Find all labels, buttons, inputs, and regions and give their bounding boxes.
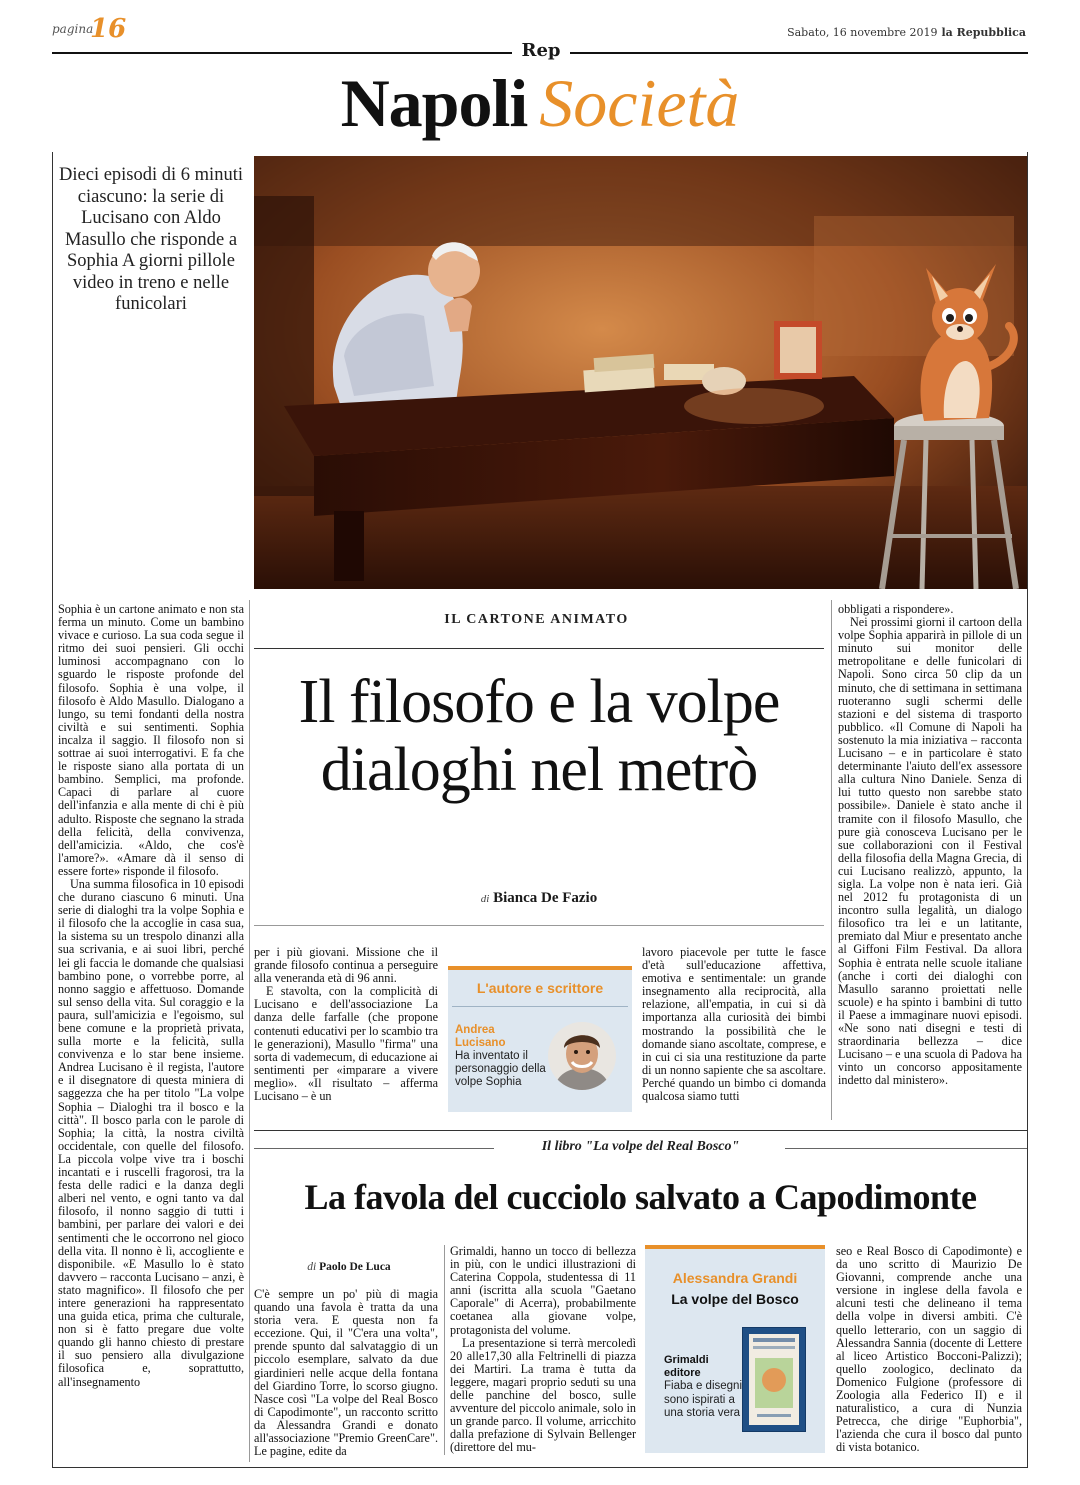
- philosopher-and-fox-illustration: [254, 156, 1027, 589]
- book-section-rule: [254, 1130, 1027, 1131]
- main-kicker: IL CARTONE ANIMATO: [444, 612, 629, 627]
- main-article-column-1: [58, 603, 244, 1389]
- author-last-name: Lucisano: [455, 1037, 506, 1049]
- book-box-description: Fiaba e disegni sono ispirati a una storia vera: [664, 1380, 742, 1419]
- book-col2-paragraph-1: Grimaldi, hanno un tocco di bellezza in più, con le undici illustrazioni di Caterina Coppola, studentessa di 11 anni (iscritta alla scuola "Gaetano Caporale" di Acerra), probabilmente coetanea alla giovane volpe, protagonista del volume.: [450, 1244, 636, 1337]
- book-box-title: La volpe del Bosco: [671, 1291, 799, 1307]
- main-col2-paragraph-2: E stavolta, con la complicità di Lucisano e dell'associazione La danza delle farfalle (che propone contenuti educativi per lo scambio tra le generazioni), Masullo "firma" una sorta di vademecum, di educazione ai sentimenti per «imparare a vivere meglio». «Il risultato – afferma Lucisano – è un: [254, 984, 438, 1104]
- main-col4-paragraph-1: obbligati a rispondere».: [838, 602, 954, 616]
- byline-rule: [254, 925, 824, 926]
- main-article-column-2: [254, 946, 438, 1103]
- byline-author: Bianca De Fazio: [493, 890, 598, 906]
- main-article-column-4: [838, 603, 1022, 1087]
- article-photo: [254, 156, 1027, 589]
- main-col2-paragraph-1: per i più giovani. Missione che il grande filosofo continua a perseguire alla veneranda età di 96 anni.: [254, 945, 438, 986]
- main-col4-paragraph-2: Nei prossimi giorni il cartoon della volpe Sophia apparirà in pillole di un minuto sui monitor delle metropolitane e delle funicolari di Napoli. Sono circa 50 clip da un minuto, che di settimana in settimana ruoteranno sugli schermi delle stazioni e del sistema di trasporto pubblico. «Il Comune di Napoli ha sostenuto la mia iniziativa – racconta Lucisano – e in particolare è stato determinante l'aiuto dell'ex assessore alla cultura Nino Daniele. Senza di lui tutto questo non sarebbe stato possibile». Daniele è stato anche il tramite con il filosofo Masullo, che pure già conosceva Lucisano per le sue collaborazioni con il Festival della filosofia della Magna Grecia, di cui Lucisano realizzò, appunto, la sigla. La volpe non è nata ieri. Già nel 2012 fu protagonista di un incontro sulla legalità, un dialogo filosofico tra lei e un latitante, premiato dal Miur e presentato anche al Giffoni Film Festival. Da allora Sophia è entrata nelle scuole italiane (anche i corti dei dialoghi con Masullo saranno proiettati nelle scuole) e ha spinto i bambini di tutto il Paese a immaginare nuovi episodi. «Ne sono nati disegni e testi di straordinaria bellezza – dice Lucisano – e una scuola di Padova ha vinto un concorso appositamente indetto dal ministero».: [838, 615, 1022, 1088]
- author-name: [455, 1024, 545, 1050]
- author-box-accent-bar: [448, 966, 632, 970]
- author-description: Ha inventato il personaggio della volpe Sophia: [455, 1050, 546, 1088]
- main-col1-paragraph-1: Sophia è un cartone animato e non sta ferma un minuto. Come un bambino vivace e curioso. La sua coda segue il ritmo dei suoi pensieri. Gli occhi luminosi accompagnano con lo sguardo le risposte profonde del filosofo. Sophia è una volpe, il filosofo è Aldo Masullo. Dialogano a lungo, su temi fondanti della nostra civiltà e sui sentimenti. Sophia incalza il saggio. Il filosofo non si sottrae ai suoi interrogativi. E fa che le risposte siano alla portata di un bambino. Semplici, ma profonde. Capaci di parlare al cuore dell'infanzia e alla mente di chi è più adulto. Risposte che segnano la strada della felicità, della convivenza, dell'amicizia. «Aldo, che cos'è l'amore?». «Amare dà il senso di essere forte» risponde il filosofo.: [58, 602, 244, 878]
- book-byline-prefix: di: [307, 1261, 317, 1273]
- book-article-column-1: [254, 1288, 438, 1458]
- main-col1-paragraph-2: Una summa filosofica in 10 episodi che durano ciascuno 6 minuti. Una serie di dialoghi tra la volpe Sophia e il filosofo che la accoglie in casa sua, la sistema su un trespolo dinanzi alla sua scrivania, e ai suoi libri, perché lei gli faccia le domande che qualsiasi bambino pone, o vorrebbe porre, al nonno saggio e affettuoso. Domande sul senso della vita. Sul coraggio e la paura, sull'amicizia e l'egoismo, sul bene comune e la proprietà privata, sulla morte e la felicità, sulla convivenza e lo star bene insieme. Andrea Lucisano è il regista, l'autore e il disegnatore di questa miniera di saggezza che ha per titolo "La volpe Sophia – Dialoghi tra il bosco e la città". Il bosco parla con le parole di Sophia; la città, la nostra civiltà occidentale, con quelle del filosofo. La piccola volpe vive tra i boschi incantati e i ruscelli fragorosi, tra la festa delle radici e la danza degli alberi nel vento, e ogni tanto va dal filosofo, il nonno saggio di tutti i bambini, per parlare dei valori e dei sentimenti che le occorrono nel gioco della vita. Il nonno è lì, accogliente e disponibile. «E Masullo lo è stato davvero – racconta Lucisano – anzi, è stato magnifico». Il filosofo che per intere generazioni ha rappresentato una guida etica, prima che culturale, non si è fatto pregare due volte quando gli hanno chiesto di prestare il suo pensiero alla divulgazione filosofica e, soprattutto, all'insegnamento: [58, 876, 244, 1389]
- book-col1-paragraph: C'è sempre un po' più di magia quando una favola è tratta da una storia vera. E questa non fa eccezione. Qui, il "C'era una volta", prende spunto dal salvataggio di un piccolo esemplare, salvato da due giardinieri nelle acque della fontana del Giardino Torre, lo scorso giugno. Nasce così "La volpe del Real Bosco di Capodimonte", un racconto scritto da Alessandra Grandi e donato all'associazione "Premio GreenCare". Le pagine, edite da: [254, 1287, 438, 1459]
- masthead-section: Società: [539, 65, 740, 141]
- book-headline: La favola del cucciolo salvato a Capodimonte: [304, 1177, 977, 1217]
- page-number: 16: [90, 14, 127, 44]
- newspaper-name: la Repubblica: [941, 26, 1026, 39]
- book-box-accent-bar: [645, 1245, 825, 1249]
- main-col3-paragraph-1: lavoro piacevole per tutte le fasce d'età sull'educazione affettiva, emotiva e sentimentale: un grande insegnamento alla reciprocità, alla relazione, all'empatia, in cui si dà importanza alla curiosità dei bimbi mostrando la possibilità che le domande siano ascoltate, comprese, e in cui ci sia una restituzione da parte di un nonno sapiente che sa ascoltare. Perché quando un bimbo ci domanda qualcosa siamo tutti: [642, 945, 826, 1104]
- rep-tab: Rep: [512, 40, 570, 61]
- headline-line-2: dialoghi nel metrò: [320, 736, 758, 804]
- headline-line-1: Il filosofo e la volpe: [298, 668, 780, 736]
- author-box-title: L'autore e scrittore: [476, 980, 604, 996]
- main-headline: [254, 668, 824, 804]
- publisher-line-1: Grimaldi: [664, 1354, 709, 1366]
- book-col3-paragraph: seo e Real Bosco di Capodimonte) e da uno scritto di Maurizio De Giovanni, comprende anche una versione in inglese della favola e alcuni testi che delineano il tema della volpe in diversi ambiti. C'è quello letterario, con un saggio di Alessandra Sannia (docente di Lettere al liceo Artistico Bocconi-Palizzi); quello zoologico, declinato da Domenico Fulgione (professore di Zoologia alla Federico II) e il naturalistico, a cura di Nunzia Petrecca, che dirige "Euphorbia", l'azienda che cura il bosco dal punto di vista botanico.: [836, 1244, 1022, 1455]
- byline-prefix: di: [480, 893, 490, 905]
- date-text: Sabato, 16 novembre 2019: [787, 26, 938, 39]
- masthead-city: Napoli: [340, 65, 528, 141]
- main-byline: [254, 890, 824, 907]
- author-box-rule: [452, 1006, 628, 1007]
- standfirst: Dieci episodi di 6 minuti ciascuno: la serie di Lucisano con Aldo Masullo che risponde a Sophia A giorni pillole video in treno e nelle funicolari: [59, 165, 243, 314]
- frame-bottom: [52, 1467, 1028, 1468]
- page-label: pagina: [52, 22, 94, 36]
- frame-left: [52, 152, 53, 1468]
- kicker-rule: [254, 648, 824, 649]
- author-avatar: [548, 1022, 616, 1090]
- section-masthead: [52, 64, 1028, 143]
- book-kicker: Il libro "La volpe del Real Bosco": [541, 1139, 740, 1154]
- book-article-column-2: [450, 1245, 636, 1455]
- book-cover-illustration-icon: [743, 1328, 805, 1431]
- book-byline-author: Paolo De Luca: [319, 1261, 391, 1273]
- author-first-name: Andrea: [455, 1024, 495, 1036]
- issue-date: [787, 26, 1026, 39]
- publisher-line-2: editore: [664, 1367, 701, 1379]
- frame-right: [1027, 152, 1028, 1468]
- column-separator: [249, 600, 250, 1462]
- book-col2-paragraph-2: La presentazione si terrà mercoledì 20 alle17,30 alla Feltrinelli di piazza dei Martiri. La trama è tutta da leggere, magari proprio seduti su una delle panchine del bosco, sulle avventure del piccolo animale, solo in un grande parco. Il volume, arricchito dalla prefazione di Sylvain Bellenger (direttore del mu-: [450, 1335, 636, 1455]
- book-byline: [254, 1261, 444, 1273]
- book-cover-image: [742, 1327, 806, 1432]
- column-separator: [831, 600, 832, 1120]
- main-article-column-3: [642, 946, 826, 1103]
- author-portrait-icon: [548, 1022, 616, 1090]
- column-separator: [444, 1245, 445, 1455]
- book-box-publisher: [664, 1354, 744, 1380]
- book-article-column-3: [836, 1245, 1022, 1455]
- book-box-author: Alessandra Grandi: [672, 1270, 798, 1286]
